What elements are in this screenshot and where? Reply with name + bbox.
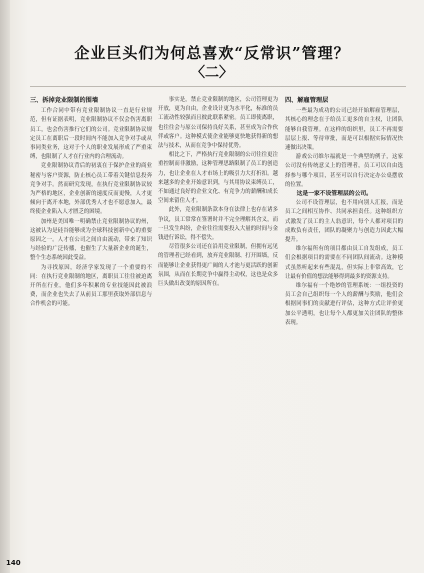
paragraph: 相比之下，严格执行竞业限制的公司往往更注重控制而非激励，这种管理思路限制了员工的创造力，也让企业在人才市场上的吸引力大打折扣。越来越多的企业开始意识到，与其用协议束缚员工，不如通过良好的企业文化、有竞争力的薪酬和成长空间来留住人才。 — [158, 152, 278, 205]
title-divider — [30, 86, 406, 87]
paragraph: 公司不设管理层，也不用向别人汇报，而是员工之间相互协作、共同承担责任。这种组织方式激发了员工的主人翁意识，每个人都对项目的成败负有责任，团队的凝聚力与创造力因此大幅提升。 — [285, 200, 403, 244]
text-column-1 — [30, 96, 152, 310]
paragraph: 事实是，禁止竞业限制的地区，公司管理更为开放，更为自由，企业设计更为水平化，标准的员工流动性较强而且彼此联系紧密。员工即使离职，也往往会与原公司保持良好关系，甚至成为合作伙伴或客户。这种模式使企业能够更快地获得新的想法与技术，从而在竞争中保持优势。 — [158, 97, 278, 150]
text-column-2 — [158, 96, 278, 289]
paragraph: 竞业限制协议背后的初衷在于保护企业的商业秘密与客户资源，防止核心员工带着关键信息投奔竞争对手。然而研究发现，在执行竞业限制协议较为严格的地区，企业创新的速度反而更慢，人才更倾向于离开本地，外部优秀人才也不愿意加入，最终使企业陷入人才匮乏的困境。 — [30, 163, 152, 216]
subsection-heading: 这是一家不设管理层的公司。 — [296, 191, 372, 198]
section-heading-3: 三、拆掉竞业限制的围墙 — [30, 97, 99, 104]
paragraph: 一些最为成功的公司已经开始解雇管理层，其核心的理念在于给员工更多的自主权，让团队能够自我管理。在这样的组织里，员工不再需要层层上报、等待审批，而是可以根据实际情况快速做出决策。 — [285, 108, 403, 152]
paragraph: 加州是美国唯一明确禁止竞业限制协议的州，这被认为是硅谷能够成为全球科技创新中心的重要原因之一。人才在公司之间自由流动，带来了知识与经验的广泛传播，也催生了大量新企业的诞生，整个生态系统因此受益。 — [30, 218, 152, 262]
section-heading-4: 四、解雇管理层 — [285, 97, 329, 104]
paragraph: 工作合同中带有竞业限制协议一直是行业规范，但有证据表明，竞业限制协议不仅会伤害离职员工，也会伤害推行它们的公司。竞业限制协议规定员工在离职后一段时间内不能加入竞争对手或从事同类业务，这对于个人的职业发展形成了严重束缚，也限制了人才在行业内的合理流动。 — [30, 108, 152, 161]
paragraph: 维尔福所有的项目都由员工自发组成，员工们会根据项目的需要在不同团队间流动。这种模式虽然听起来有些混乱，但实际上非常高效，它让最有价值的想法能够得到最多的资源支持。 — [285, 246, 403, 280]
page-gutter-shadow — [0, 0, 10, 573]
text-column-3 — [285, 96, 403, 328]
paragraph: 尽管很多公司还在沿用竞业限制，但拥有远见的管理者已经看到，放弃竞业限制、打开围墙，反而能够让企业获得更广阔的人才池与更活跃的创新氛围，从而在长期竞争中赢得主动权，这也是众多巨头做出改变的原因所在。 — [158, 244, 278, 288]
article-subtitle: 〈二〉 — [191, 65, 233, 81]
paragraph: 为寻找原因，经济学家发现了一个重要的不同：在执行竞业限制的地区，离职员工往往被迫离开所在行业，他们多年积累的专业技能因此被浪费，而企业也失去了从前员工那里获取外部信息与合作机会的可能。 — [30, 264, 152, 308]
page-number: 140 — [6, 559, 21, 567]
article-title: 企业巨头们为何总喜欢“反常识”管理？ — [74, 44, 350, 62]
paragraph: 游戏公司维尔福就是一个典型的例子，这家公司没有传统意义上的管理者，员工可以自由选择参与哪个项目，甚至可以自行决定办公桌摆放的位置。 — [285, 154, 403, 188]
paragraph: 此外，竞业限制条款本身在法律上也存在诸多争议，员工常常在签署时并不完全理解其含义，而一旦发生纠纷，企业往往需要投入大量的时间与金钱进行诉讼，得不偿失。 — [158, 207, 278, 242]
paragraph: 维尔福有一个绝妙的管理系统：一组投资的员工会自己组织每一个人的薪酬与奖励，他们会根据同事们的贡献进行评估，这种方式让评价更加公平透明，也让每个人都更加关注团队的整体表现。 — [285, 283, 403, 326]
